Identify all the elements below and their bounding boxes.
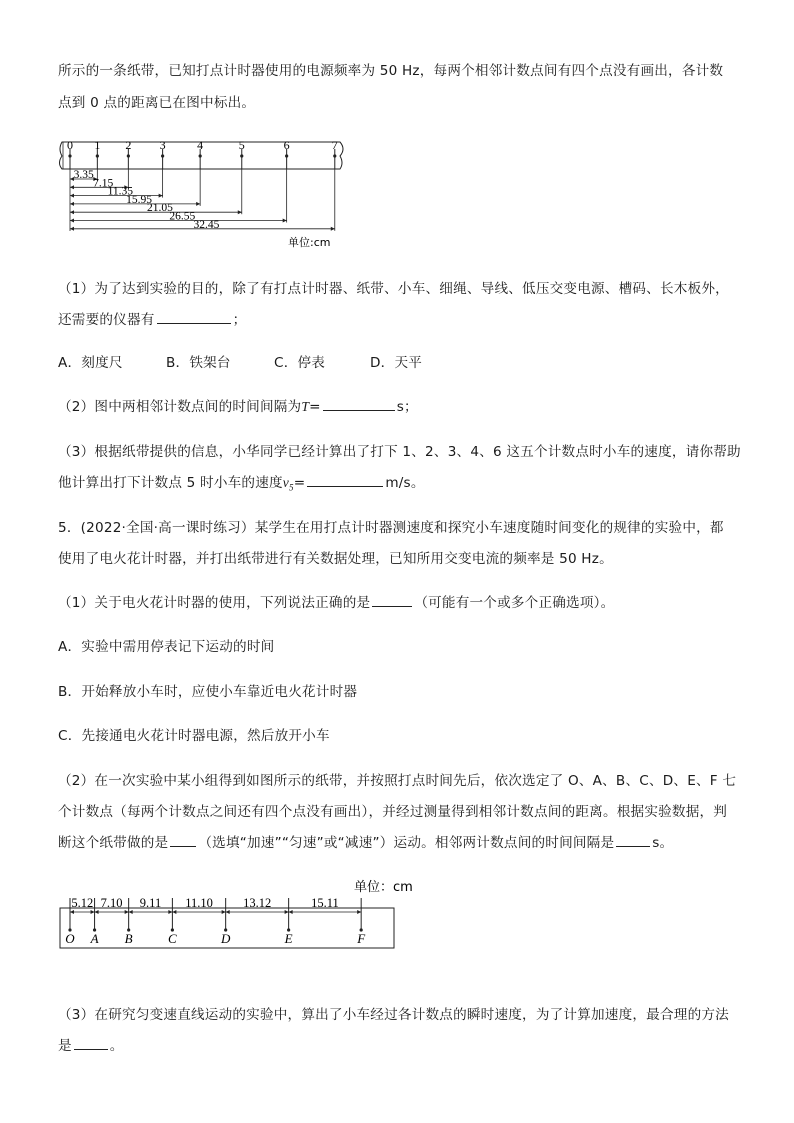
p5q3-answer-blank[interactable] <box>74 1035 108 1050</box>
tape1-point-label: 1 <box>94 138 101 152</box>
tape1-arrow-right <box>238 210 242 214</box>
tape2-point-label: E <box>284 931 293 946</box>
p5-line-1: 5．(2022·全国·高一课时练习）某学生在用打点计时器测速度和探究小车速度随时间变化的规律的实验中，都 <box>58 520 724 536</box>
q2-unit: s； <box>396 399 418 415</box>
p5q2-line-3 <box>58 828 738 858</box>
tape1-point-label: 5 <box>238 138 245 152</box>
tape-figure-1 <box>58 136 358 256</box>
tape2-arrow-left <box>70 910 74 914</box>
tape1-arrow-left <box>70 219 74 223</box>
p5q3-suffix: 。 <box>109 1038 124 1054</box>
tape2-unit: 单位：cm <box>354 880 413 895</box>
q1-option-d[interactable]: D．天平 <box>370 355 423 371</box>
tape1-distance-label: 7.15 <box>93 177 114 190</box>
tape1-point-label: 6 <box>283 138 290 152</box>
tape1-arrow-left <box>70 227 74 231</box>
q2-prefix: （2）图中两相邻计数点间的时间间隔为 <box>58 399 302 415</box>
tape2-arrow-left <box>172 910 176 914</box>
tape2-point-label: O <box>65 931 75 946</box>
tape1-arrow-right <box>159 194 163 198</box>
tape1-arrow-right <box>331 227 335 231</box>
q3-line-1: （3）根据纸带提供的信息，小华同学已经计算出了打下 1、2、3、4、6 这五个计数点时小车的速度，请你帮助 <box>58 444 741 460</box>
tape2-segment-label: 11.10 <box>185 896 213 910</box>
q2-line <box>58 392 738 422</box>
q3-var: v <box>282 475 290 490</box>
intro-line-1: 所示的一条纸带，已知打点计时器使用的电源频率为 50 Hz，每两个相邻计数点间有四个点没有画出，各计数 <box>58 63 724 79</box>
tape2-arrow-right <box>285 910 289 914</box>
tape1-arrow-right <box>283 219 287 223</box>
q3-sub: 5 <box>289 482 294 493</box>
tape2-arrow-right <box>222 910 226 914</box>
q3-prefix: 他计算出打下计数点 5 时小车的速度 <box>58 475 283 491</box>
tape2-segment-label: 13.12 <box>243 896 272 910</box>
tape2-arrow-left <box>129 910 133 914</box>
p5-line-2: 使用了电火花计时器，并打出纸带进行有关数据处理，已知所用交变电流的频率是 50 Hz。 <box>58 551 613 567</box>
q1-option-a[interactable]: A．刻度尺 <box>58 355 123 371</box>
p5q1-line <box>58 588 738 618</box>
tape1-distance-label: 11.35 <box>107 185 134 198</box>
p5q1-option-b[interactable]: B．开始释放小车时，应使小车靠近电火花计时器 <box>58 684 358 700</box>
intro-line-2: 点到 0 点的距离已在图中标出。 <box>58 95 256 111</box>
tape1-unit: 单位:cm <box>288 236 331 249</box>
tape2-segment-label: 7.10 <box>100 896 123 910</box>
p5q1-prefix: （1）关于电火花计时器的使用，下列说法正确的是 <box>58 595 371 611</box>
tape-figure-2 <box>58 876 438 956</box>
tape2-arrow-right <box>168 910 172 914</box>
p5q3-prefix: 是 <box>58 1038 72 1054</box>
p5q1-option-c[interactable]: C．先接通电火花计时器电源，然后放开小车 <box>58 728 330 744</box>
tape2-segment-label: 9.11 <box>139 896 162 910</box>
tape2-point-label: A <box>90 931 99 946</box>
tape2-point-label: F <box>357 931 366 946</box>
tape1-arrow-right <box>196 202 200 206</box>
tape2-arrow-right <box>91 910 95 914</box>
tape1-distance-label: 32.45 <box>193 218 220 231</box>
tape1-distance-label: 15.95 <box>126 193 153 206</box>
p5q2-line-1: （2）在一次实验中某小组得到如图所示的纸带，并按照打点时间先后，依次选定了 O、A、B、C、D、E、F 七 <box>58 773 737 789</box>
q3-answer-blank[interactable] <box>307 472 383 487</box>
tape1-arrow-left <box>70 185 74 189</box>
q3-line-2 <box>58 468 738 503</box>
tape2-segment-label: 15.11 <box>311 896 339 910</box>
tape1-point-label: 0 <box>67 138 73 152</box>
p5q2-line-2: 个计数点（每两个计数点之间还有四个点没有画出），并经过测量得到相邻计数点间的距离。根据实验数据，判 <box>58 804 728 820</box>
p5q1-option-a[interactable]: A．实验中需用停表记下运动的时间 <box>58 639 275 655</box>
p5q3-line-1: （3）在研究匀变速直线运动的实验中，算出了小车经过各计数点的瞬时速度，为了计算加速度，最合理的方法 <box>58 1007 729 1023</box>
q2-eq: = <box>309 399 321 415</box>
tape1-arrow-left <box>70 210 74 214</box>
p5q2-answer-blank-2[interactable] <box>616 832 650 847</box>
tape2-point-label: B <box>124 931 133 946</box>
p5q2-line3-prefix: 断这个纸带做的是 <box>58 835 169 851</box>
tape2-arrow-right <box>357 910 361 914</box>
q1-line-2-suffix: ； <box>232 312 247 328</box>
tape1-point-label: 2 <box>125 138 132 152</box>
q1-line-1: （1）为了达到实验的目的，除了有打点计时器、纸带、小车、细绳、导线、低压交变电源、槽码、长木板外， <box>58 281 729 297</box>
q1-options <box>58 348 738 378</box>
q3-eq: = <box>293 475 306 491</box>
tape1-distance-label: 3.35 <box>73 169 94 181</box>
tape2-arrow-left <box>289 910 293 914</box>
q2-var: T <box>301 399 310 414</box>
tape1-distance-label: 26.55 <box>169 210 196 223</box>
tape2-arrow-left <box>95 910 99 914</box>
q3-unit: m/s。 <box>385 475 425 491</box>
q2-answer-blank[interactable] <box>323 396 395 411</box>
tape1-distance-label: 21.05 <box>146 202 173 215</box>
tape2-arrow-left <box>226 910 230 914</box>
p5q3-line-2 <box>58 1031 738 1061</box>
tape2-arrow-right <box>125 910 129 914</box>
q1-answer-blank[interactable] <box>157 309 231 324</box>
p5q1-suffix: （可能有一个或多个正确选项）。 <box>414 595 615 611</box>
q1-option-c[interactable]: C．停表 <box>274 355 326 371</box>
p5q2-line3-mid: （选填“加速”“匀速”或“减速”）运动。相邻两计数点间的时间间隔是 <box>198 835 615 851</box>
p5q1-answer-blank[interactable] <box>372 592 412 607</box>
q1-line-2 <box>58 305 738 335</box>
p5q2-line3-suffix: s。 <box>652 835 674 851</box>
p5q2-answer-blank-1[interactable] <box>170 832 196 847</box>
tape2-segment-label: 5.12 <box>71 896 94 910</box>
tape1-arrow-left <box>70 202 74 206</box>
q1-option-b[interactable]: B．铁架台 <box>166 355 231 371</box>
tape2-point-label: C <box>168 931 177 946</box>
tape1-point-label: 7 <box>331 138 338 152</box>
tape1-point-label: 4 <box>197 138 204 152</box>
tape1-point-label: 3 <box>159 138 166 152</box>
tape2-point-label: D <box>220 931 231 946</box>
tape1-arrow-left <box>70 194 74 198</box>
q1-line-2-prefix: 还需要的仪器有 <box>58 312 155 328</box>
